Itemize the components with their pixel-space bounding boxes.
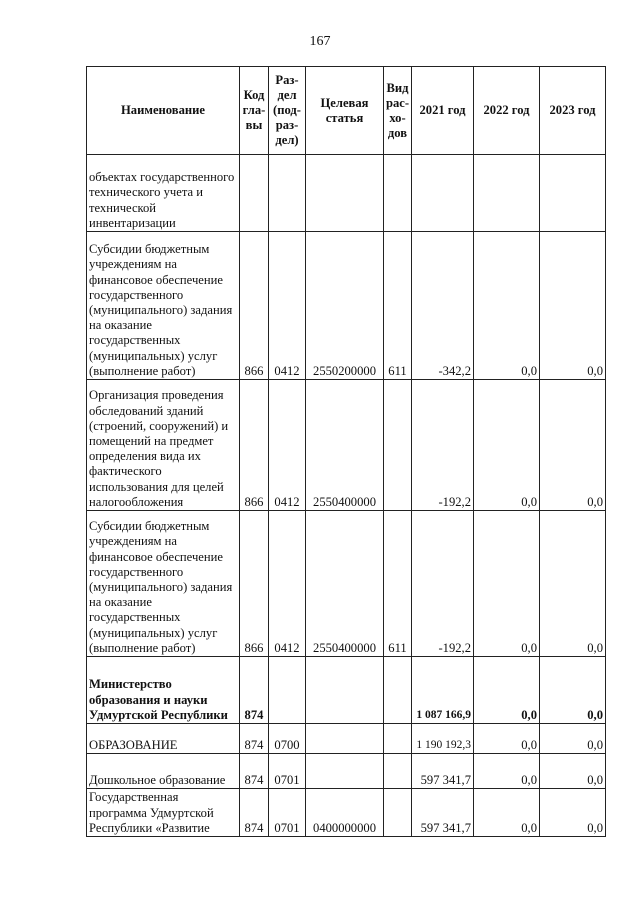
- row-expense: [384, 754, 412, 789]
- header-name: Наименование: [87, 67, 240, 155]
- row-2023: 0,0: [540, 657, 606, 724]
- table-row: [87, 380, 606, 511]
- row-name: Организация проведения обследований зданий (строений, сооружений) и помещений на предмет определения вида их фактического использования для целей налогообложения: [87, 380, 240, 511]
- table-row: [87, 232, 606, 380]
- row-2023: 0,0: [540, 789, 606, 837]
- row-2022: 0,0: [474, 724, 540, 754]
- row-expense: 611: [384, 232, 412, 380]
- header-code: Код гла- вы: [240, 67, 269, 155]
- table-row: [87, 789, 606, 837]
- row-2022: 0,0: [474, 380, 540, 511]
- header-expense: Вид рас- хо- дов: [384, 67, 412, 155]
- table-row: [87, 724, 606, 754]
- row-2022: 0,0: [474, 789, 540, 837]
- header-2022: 2022 год: [474, 67, 540, 155]
- row-name: Государственная программа Удмуртской Республики «Развитие: [87, 789, 240, 837]
- row-2022: 0,0: [474, 232, 540, 380]
- row-section: [269, 657, 306, 724]
- row-target: [306, 155, 384, 232]
- row-2023: 0,0: [540, 511, 606, 657]
- row-target: [306, 754, 384, 789]
- row-target: 0400000000: [306, 789, 384, 837]
- row-code: 866: [240, 232, 269, 380]
- row-name: Субсидии бюджетным учреждениям на финансовое обеспечение государственного (муниципального) задания на оказание государственных (муниципальных) услуг (выполнение работ): [87, 232, 240, 380]
- row-code: 874: [240, 724, 269, 754]
- header-2023: 2023 год: [540, 67, 606, 155]
- row-target: [306, 657, 384, 724]
- row-code: 866: [240, 380, 269, 511]
- row-2023: 0,0: [540, 754, 606, 789]
- row-section: 0701: [269, 754, 306, 789]
- row-name: ОБРАЗОВАНИЕ: [87, 724, 240, 754]
- row-2021: 1 190 192,3: [412, 724, 474, 754]
- row-code: 874: [240, 754, 269, 789]
- table-row: [87, 657, 606, 724]
- table-row: [87, 155, 606, 232]
- row-section: 0412: [269, 511, 306, 657]
- row-expense: [384, 155, 412, 232]
- budget-table: [86, 66, 606, 837]
- row-code: [240, 155, 269, 232]
- row-name: объектах государственного технического учета и технической инвентаризации: [87, 155, 240, 232]
- row-2022: 0,0: [474, 754, 540, 789]
- row-2022: [474, 155, 540, 232]
- row-2022: 0,0: [474, 657, 540, 724]
- row-code: 874: [240, 789, 269, 837]
- row-section: [269, 155, 306, 232]
- row-code: 874: [240, 657, 269, 724]
- row-name: Дошкольное образование: [87, 754, 240, 789]
- row-name: Субсидии бюджетным учреждениям на финансовое обеспечение государственного (муниципального) задания на оказание государственных (муниципальных) услуг (выполнение работ): [87, 511, 240, 657]
- row-expense: [384, 657, 412, 724]
- row-expense: [384, 380, 412, 511]
- row-target: 2550200000: [306, 232, 384, 380]
- row-2023: 0,0: [540, 724, 606, 754]
- row-target: [306, 724, 384, 754]
- row-2021: -192,2: [412, 380, 474, 511]
- header-row: [87, 67, 606, 155]
- row-2022: 0,0: [474, 511, 540, 657]
- row-2023: 0,0: [540, 380, 606, 511]
- row-expense: [384, 789, 412, 837]
- row-name: Министерство образования и науки Удмуртской Республики: [87, 657, 240, 724]
- row-section: 0701: [269, 789, 306, 837]
- table-row: [87, 511, 606, 657]
- row-2021: 597 341,7: [412, 789, 474, 837]
- row-expense: 611: [384, 511, 412, 657]
- row-section: 0700: [269, 724, 306, 754]
- row-target: 2550400000: [306, 380, 384, 511]
- page-number: 167: [309, 34, 331, 49]
- table-row: [87, 754, 606, 789]
- header-target: Целевая статья: [306, 67, 384, 155]
- header-2021: 2021 год: [412, 67, 474, 155]
- row-section: 0412: [269, 380, 306, 511]
- row-expense: [384, 724, 412, 754]
- row-2021: -342,2: [412, 232, 474, 380]
- row-2021: -192,2: [412, 511, 474, 657]
- row-target: 2550400000: [306, 511, 384, 657]
- row-2021: 597 341,7: [412, 754, 474, 789]
- header-section: Раз- дел (под- раз- дел): [269, 67, 306, 155]
- row-section: 0412: [269, 232, 306, 380]
- row-2021: [412, 155, 474, 232]
- row-2023: 0,0: [540, 232, 606, 380]
- row-2021: 1 087 166,9: [412, 657, 474, 724]
- row-2023: [540, 155, 606, 232]
- row-code: 866: [240, 511, 269, 657]
